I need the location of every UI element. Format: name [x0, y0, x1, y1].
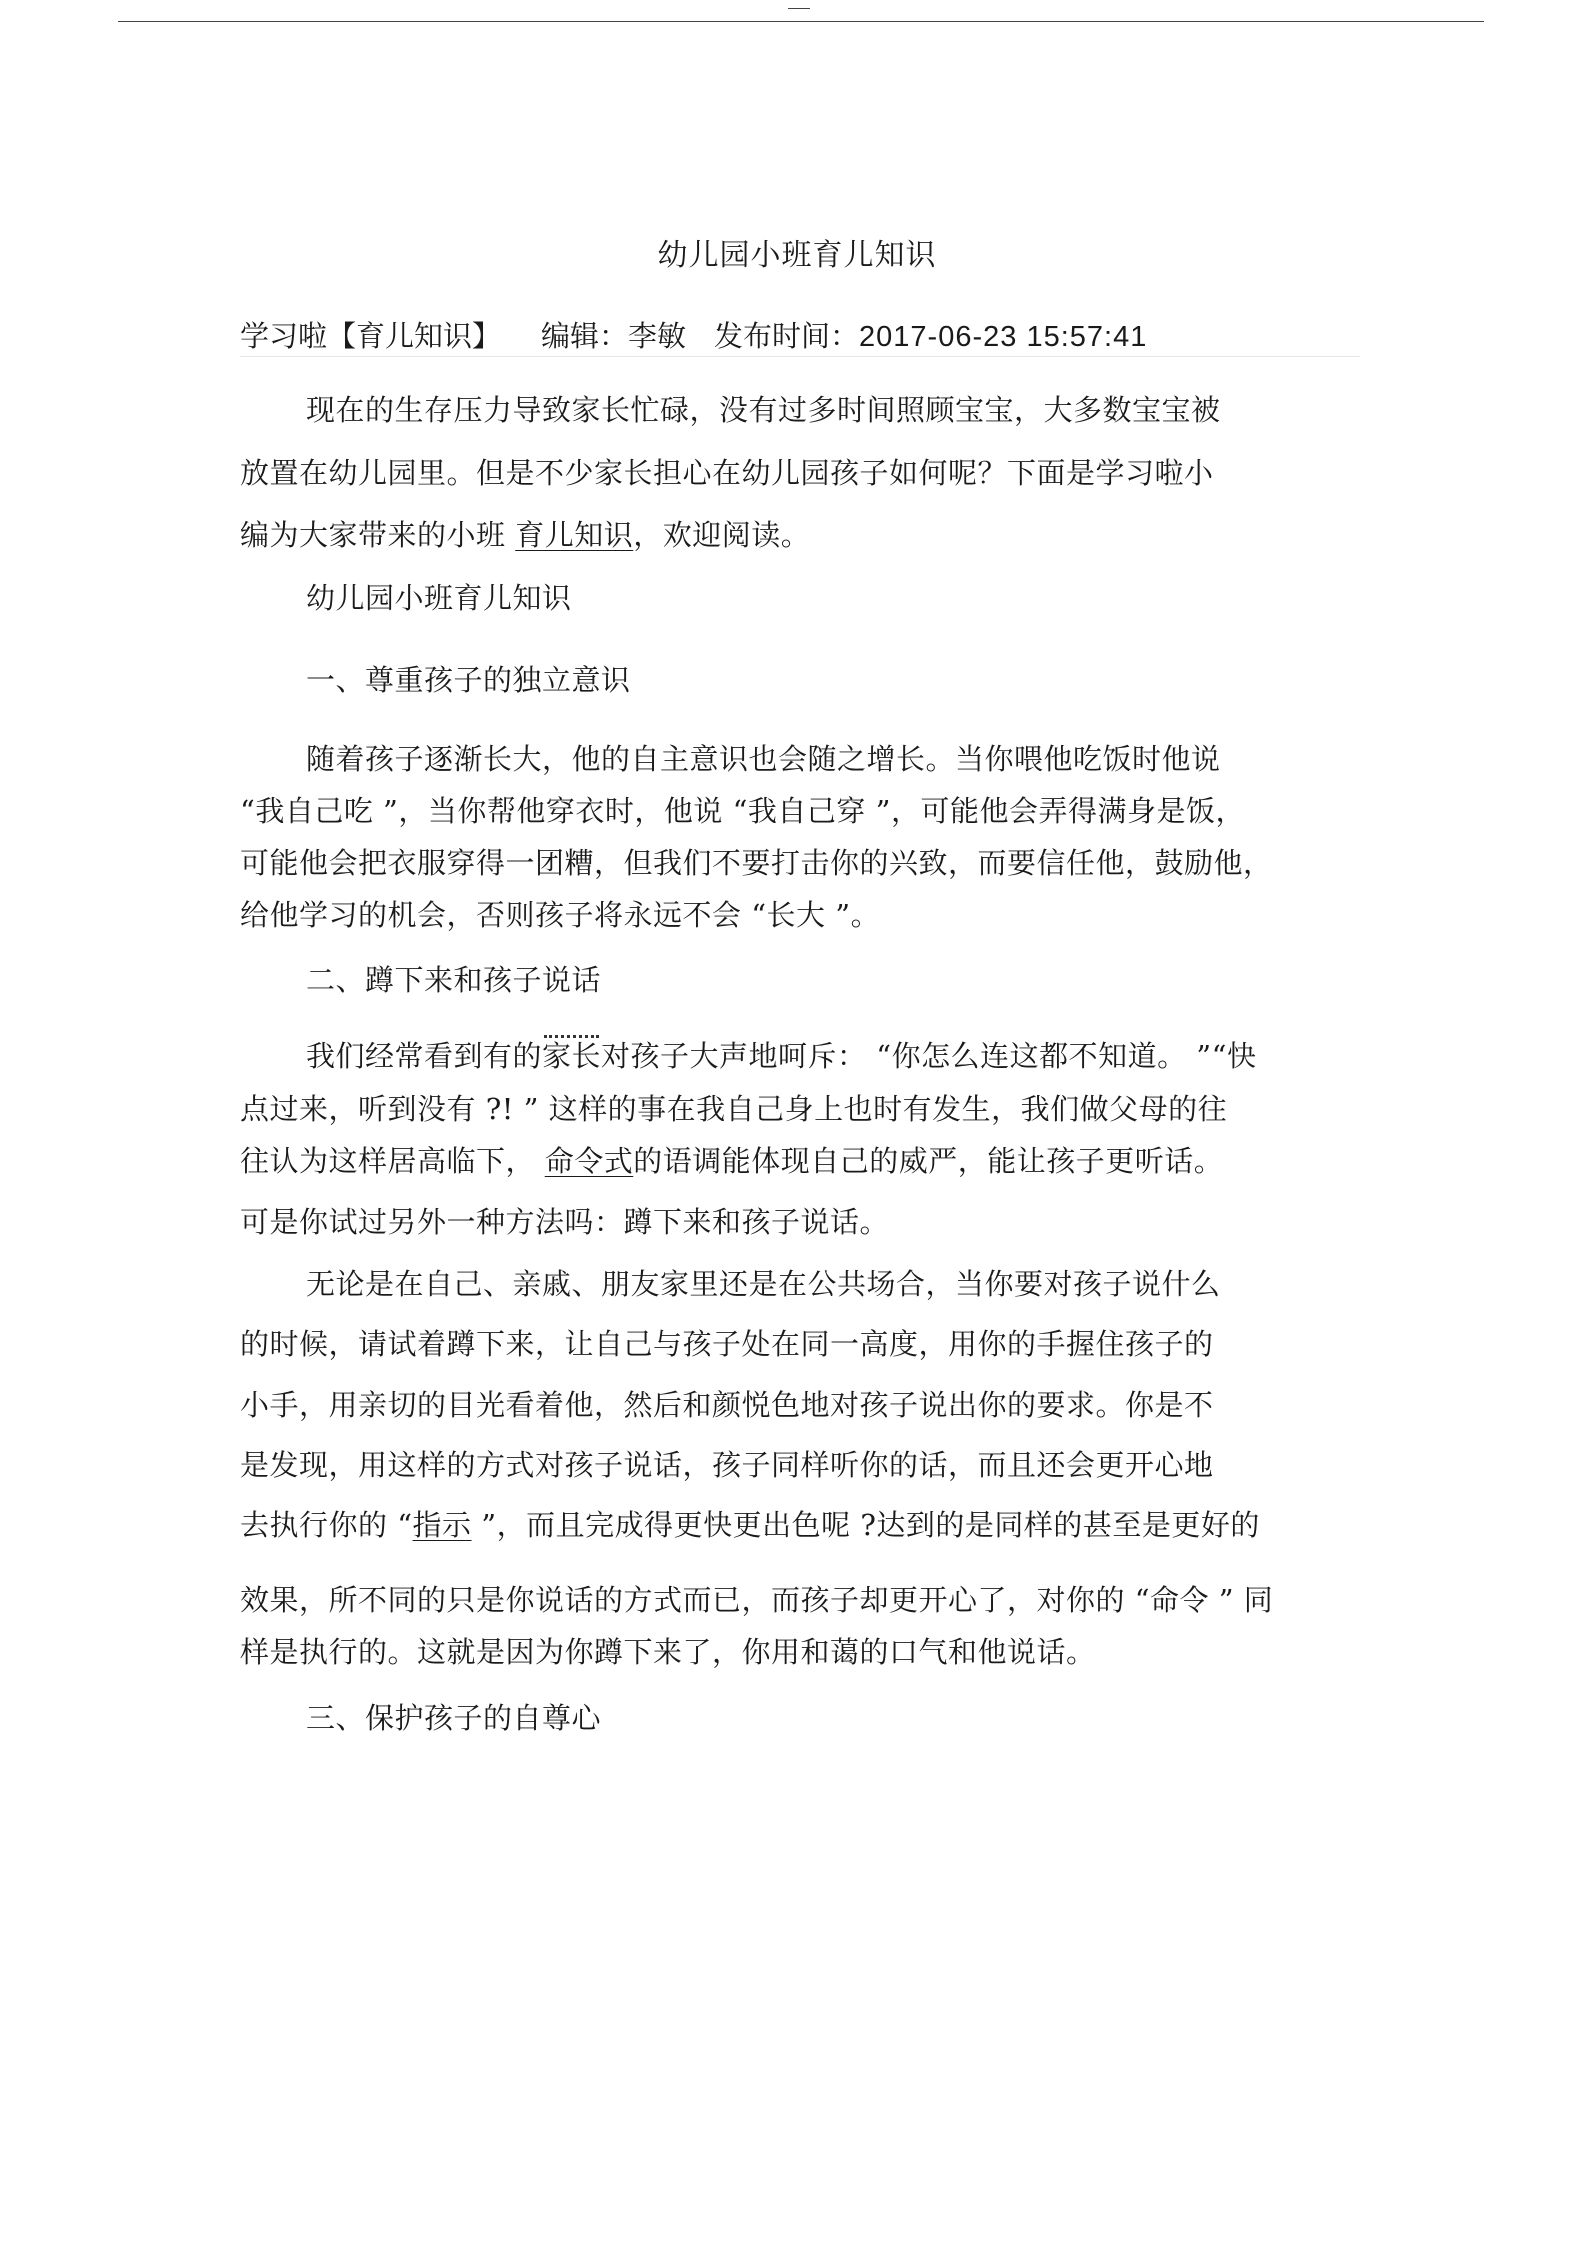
paragraph-line: 随着孩子逐渐长大，他的自主意识也会随之增长。当你喂他吃饭时他说	[306, 742, 1221, 776]
link-command-style[interactable]: 命令式	[544, 1144, 634, 1178]
paragraph-line: 的时候，请试着蹲下来，让自己与孩子处在同一高度，用你的手握住孩子的	[240, 1327, 1214, 1361]
paragraph-line: 放置在幼儿园里。但是不少家长担心在幼儿园孩子如何呢？下面是学习啦小	[240, 456, 1214, 490]
paragraph-line: 无论是在自己、亲戚、朋友家里还是在公共场合，当你要对孩子说什么	[306, 1267, 1221, 1301]
link-parenting-knowledge[interactable]: 育儿知识	[515, 518, 634, 552]
section-heading: 三、保护孩子的自尊心	[306, 1701, 602, 1735]
text-span: 编为大家带来的小班	[240, 518, 516, 552]
paragraph-line: 效果，所不同的只是你说话的方式而已，而孩子却更开心了，对你的 “命令 ” 同	[240, 1583, 1274, 1617]
publish-time-label: 发布时间：	[714, 319, 860, 353]
paragraph-line	[240, 1139, 1223, 1180]
paragraph-line: 小手，用亲切的目光看着他，然后和颜悦色地对孩子说出你的要求。你是不	[240, 1388, 1214, 1422]
paragraph-line: 样是执行的。这就是因为你蹲下来了，你用和蔼的口气和他说话。	[240, 1635, 1096, 1669]
paragraph-line	[240, 1503, 1260, 1544]
section-heading: 二、蹲下来和孩子说话	[306, 963, 602, 997]
text-span: ”，而且完成得更快更出色呢 ?达到的是同样的甚至是更好的	[471, 1508, 1260, 1542]
paragraph-line: 可能他会把衣服穿得一团糟，但我们不要打击你的兴致，而要信任他，鼓励他，	[240, 846, 1273, 880]
paragraph-line: 是发现，用这样的方式对孩子说话，孩子同样听你的话，而且还会更开心地	[240, 1448, 1214, 1482]
site-section: 学习啦【育儿知识】	[240, 319, 502, 353]
paragraph-line: “我自己吃 ”，当你帮他穿衣时，他说 “我自己穿 ”，可能他会弄得满身是饭，	[240, 794, 1245, 828]
article-meta	[240, 314, 1147, 355]
paragraph-line: 给他学习的机会，否则孩子将永远不会 “长大 ”。	[240, 898, 881, 932]
paragraph-line	[240, 513, 810, 554]
paragraph-line: 可是你试过另外一种方法吗：蹲下来和孩子说话。	[240, 1205, 890, 1239]
header-rule	[118, 21, 1484, 22]
publish-time: 2017-06-23 15:57:41	[859, 321, 1148, 353]
paragraph-line: 点过来，听到没有 ?! ” 这样的事在我自己身上也时有发生，我们做父母的往	[240, 1092, 1228, 1126]
text-span: 往认为这样居高临下，	[240, 1144, 545, 1178]
text-span: 对孩子大声地呵斥： “你怎么连这都不知道。 ”“快	[601, 1039, 1257, 1073]
header-mark	[788, 8, 810, 9]
link-instruction[interactable]: 指示	[412, 1508, 472, 1542]
document-title: 幼儿园小班育儿知识	[657, 238, 937, 273]
text-span: 去执行你的 “	[240, 1508, 413, 1542]
paragraph-line	[306, 1034, 1256, 1075]
meta-divider	[240, 356, 1360, 357]
section-heading: 一、尊重孩子的独立意识	[306, 663, 631, 697]
text-span: ，欢迎阅读。	[633, 518, 811, 552]
section-heading: 幼儿园小班育儿知识	[306, 581, 572, 615]
paragraph-line: 现在的生存压力导致家长忙碌，没有过多时间照顾宝宝，大多数宝宝被	[306, 393, 1221, 427]
text-span: 的语调能体现自己的威严，能让孩子更听话。	[633, 1144, 1224, 1178]
emphasis-parents: 家长	[542, 1039, 602, 1073]
text-span: 我们经常看到有的	[306, 1039, 543, 1073]
editor: 编辑：李敏	[541, 319, 687, 353]
